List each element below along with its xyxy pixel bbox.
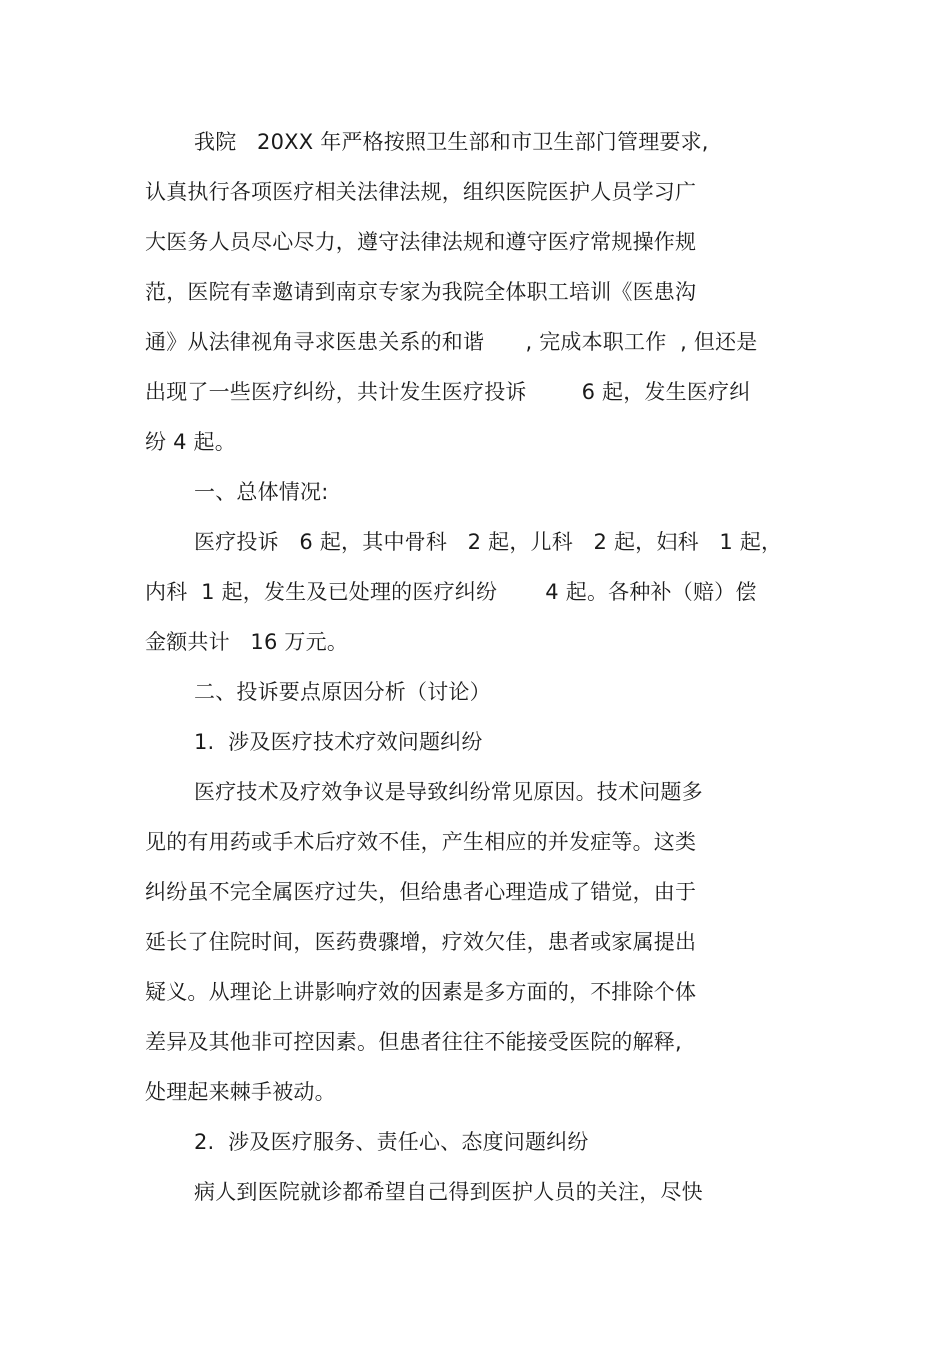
paragraph-intro-line-6: 出现了一些医疗纠纷，共计发生医疗投诉 6 起，发生医疗纠 [145, 380, 751, 404]
paragraph-overview-line-1: 医疗投诉 6 起，其中骨科 2 起，儿科 2 起，妇科 1 起， [194, 530, 783, 554]
paragraph-technical-line-6: 差异及其他非可控因素。但患者往往不能接受医院的解释, [145, 1030, 682, 1054]
section-heading-analysis: 二、投诉要点原因分析（讨论） [194, 680, 491, 704]
section-heading-overview: 一、总体情况: [194, 480, 329, 504]
paragraph-technical-line-1: 医疗技术及疗效争议是导致纠纷常见原因。技术问题多 [194, 780, 703, 804]
paragraph-overview-line-3: 金额共计 16 万元。 [145, 630, 349, 654]
paragraph-overview-line-2: 内科 1 起，发生及已处理的医疗纠纷 4 起。各种补（赔）偿 [145, 580, 757, 604]
paragraph-intro-line-4: 范，医院有幸邀请到南京专家为我院全体职工培训《医患沟 [145, 280, 697, 304]
paragraph-technical-line-2: 见的有用药或手术后疗效不佳，产生相应的并发症等。这类 [145, 830, 697, 854]
paragraph-technical-line-5: 疑义。从理论上讲影响疗效的因素是多方面的，不排除个体 [145, 980, 697, 1004]
subheading-service: 2. 涉及医疗服务、责任心、态度问题纠纷 [194, 1130, 589, 1154]
paragraph-intro-line-3: 大医务人员尽心尽力，遵守法律法规和遵守医疗常规操作规 [145, 230, 697, 254]
paragraph-intro-line-7: 纷 4 起。 [145, 430, 236, 454]
paragraph-technical-line-3: 纠纷虽不完全属医疗过失，但给患者心理造成了错觉，由于 [145, 880, 697, 904]
paragraph-intro-line-5: 通》从法律视角寻求医患关系的和谐 , 完成本职工作 , 但还是 [145, 330, 758, 354]
paragraph-service-line-1: 病人到医院就诊都希望自己得到医护人员的关注，尽快 [194, 1180, 703, 1204]
paragraph-technical-line-4: 延长了住院时间，医药费骤增，疗效欠佳，患者或家属提出 [145, 930, 697, 954]
paragraph-intro-line-2: 认真执行各项医疗相关法律法规，组织医院医护人员学习广 [145, 180, 697, 204]
paragraph-technical-line-7: 处理起来棘手被动。 [145, 1080, 336, 1104]
paragraph-intro-line-1: 我院 20XX 年严格按照卫生部和市卫生部门管理要求, [194, 130, 709, 154]
subheading-technical: 1. 涉及医疗技术疗效问题纠纷 [194, 730, 483, 754]
